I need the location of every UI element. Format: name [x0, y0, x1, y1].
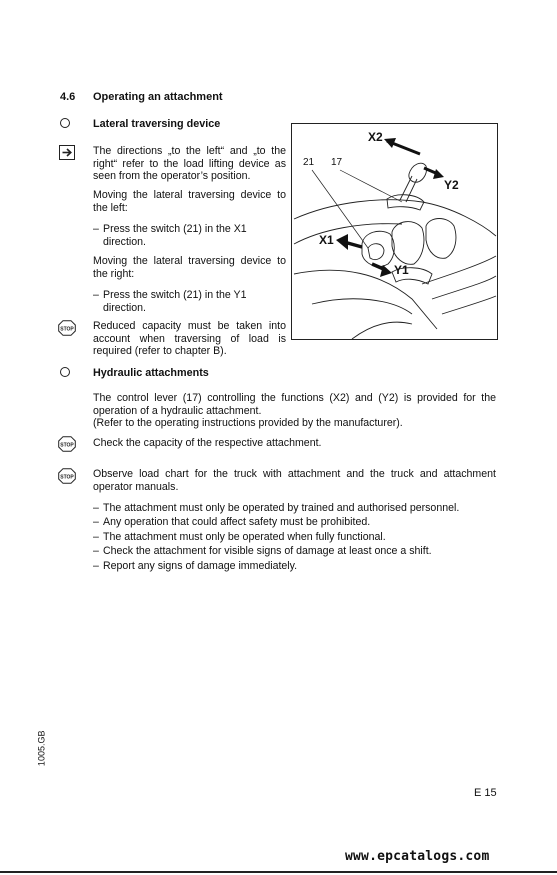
hydraulic-stop2: Observe load chart for the truck with attachment and the truck and attachment operator manuals. [93, 468, 496, 493]
label-y2: Y2 [444, 178, 459, 192]
document-code: 1005.GB [36, 730, 47, 767]
label-17: 17 [331, 157, 343, 168]
list-item-text: The attachment must only be operated by trained and authorised personnel. [103, 502, 460, 514]
arrow-right-box-icon [59, 145, 75, 160]
list-item-text: Check the attachment for visible signs of damage at least once a shift. [103, 545, 432, 558]
right-step [93, 289, 286, 314]
stop-sign-icon [58, 320, 76, 336]
list-item-text: Any operation that could affect safety must be prohibited. [103, 516, 371, 529]
label-x2: X2 [368, 130, 383, 144]
control-lever-figure [291, 123, 498, 340]
right-step-text: Press the switch (21) in the Y1 direction. [103, 289, 247, 314]
footer-url[interactable]: www.epcatalogs.com [345, 849, 490, 864]
circle-bullet-icon [60, 118, 70, 128]
label-y1: Y1 [394, 263, 409, 277]
stop-label: STOP [60, 326, 74, 333]
left-heading: Moving the lateral traversing device to the left: [93, 189, 286, 214]
list-item [93, 545, 503, 559]
safety-rules-list [93, 502, 503, 574]
list-item [93, 516, 503, 530]
label-21: 21 [303, 157, 315, 168]
right-heading: Moving the lateral traversing device to the right: [93, 255, 286, 280]
list-item [93, 560, 503, 574]
dash-mark: – [93, 530, 99, 543]
list-item-text: The attachment must only be operated when fully functional. [103, 530, 386, 543]
label-x1: X1 [319, 233, 334, 247]
footer-divider [0, 871, 557, 873]
dash-mark: – [93, 223, 99, 235]
dash-mark: – [93, 289, 99, 301]
dash-mark: – [93, 559, 99, 572]
hydraulic-title: Hydraulic attachments [93, 367, 209, 379]
stop-sign-icon [58, 436, 76, 452]
section-title: Operating an attachment [93, 91, 223, 103]
hydraulic-para [93, 392, 496, 430]
left-step [93, 223, 286, 248]
figure-drawing [292, 124, 497, 339]
lateral-stop-note: Reduced capacity must be taken into account when traversing of load is required (refer to chapter B). [93, 320, 286, 358]
list-item-text: Report any signs of damage immediately. [103, 559, 298, 572]
section-number: 4.6 [60, 91, 76, 103]
left-step-text: Press the switch (21) in the X1 direction. [103, 223, 247, 248]
list-item [93, 502, 503, 516]
list-item [93, 531, 503, 545]
dash-mark: – [93, 502, 99, 514]
stop-label: STOP [60, 442, 74, 449]
hydraulic-para-ref: (Refer to the operating instructions provided by the manufacturer). [93, 417, 403, 430]
circle-bullet-icon [60, 367, 70, 377]
page-number: E 15 [474, 787, 497, 799]
hydraulic-para-text: The control lever (17) controlling the functions (X2) and (Y2) is provided for the operation of a hydraulic attachment. [93, 392, 496, 417]
stop-sign-icon [58, 468, 76, 484]
dash-mark: – [93, 516, 99, 529]
dash-mark: – [93, 545, 99, 558]
lateral-intro: The directions „to the left“ and „to the right“ refer to the load lifting device as seen from the operator’s position. [93, 145, 286, 183]
stop-label: STOP [60, 474, 74, 481]
hydraulic-stop1: Check the capacity of the respective attachment. [93, 437, 322, 449]
lateral-title: Lateral traversing device [93, 118, 221, 130]
